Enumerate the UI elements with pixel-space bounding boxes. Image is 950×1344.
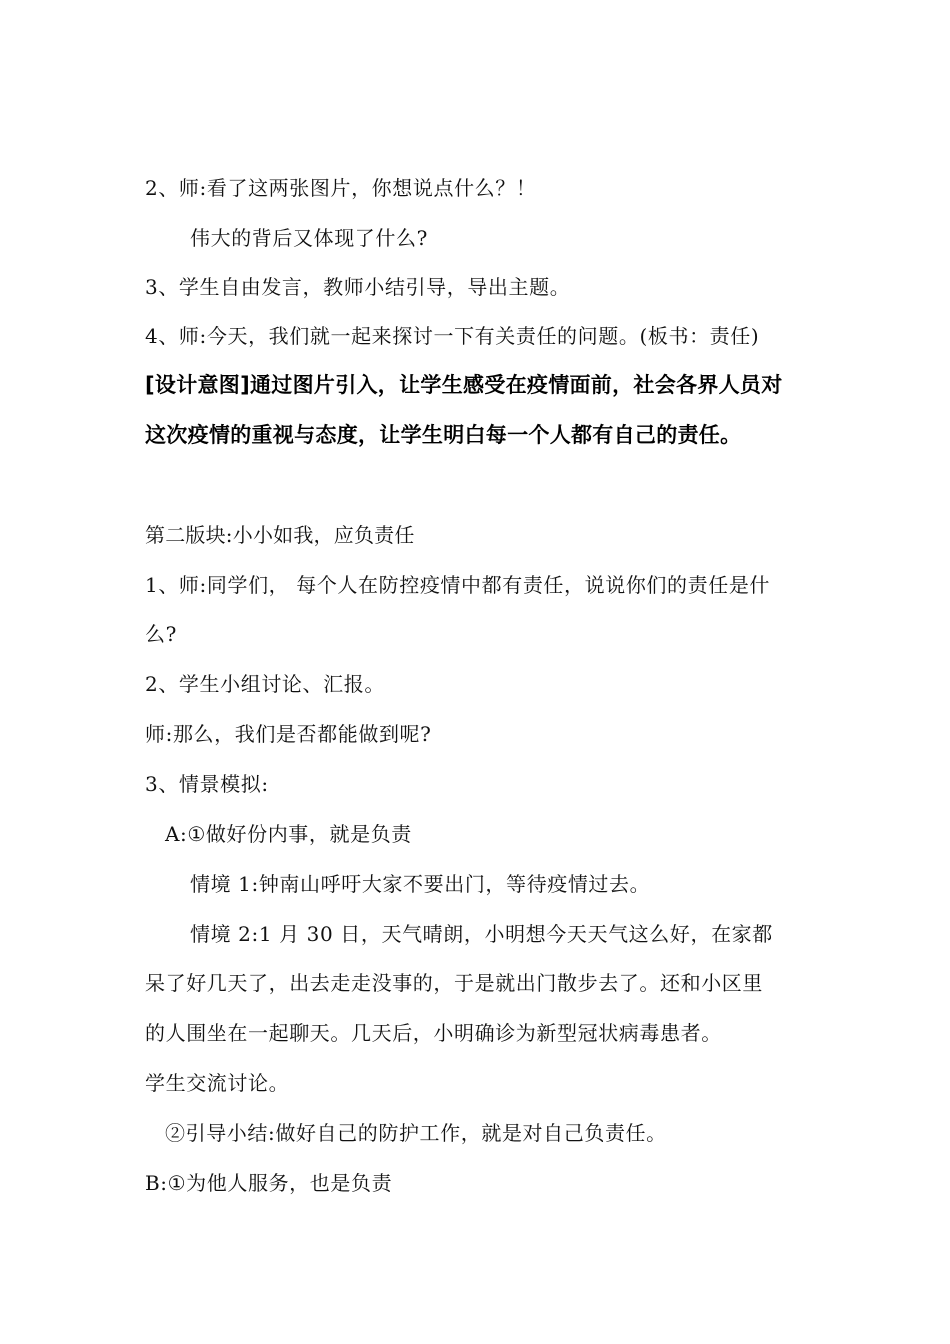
paragraph-line: 情境 2:1 月 30 日，天气晴朗，小明想今天天气这么好，在家都 [190,922,773,946]
paragraph-line: 的人围坐在一起聊天。几天后，小明确诊为新型冠状病毒患者。 [145,1021,722,1045]
paragraph-line: 3、情景模拟: [145,772,269,796]
paragraph-line: 师:那么，我们是否都能做到呢? [145,722,432,746]
paragraph-line: 2、学生小组讨论、汇报。 [145,672,385,696]
paragraph-line: ②引导小结:做好自己的防护工作，就是对自己负责任。 [165,1121,667,1145]
design-intent-line: [设计意图]通过图片引入，让学生感受在疫情面前，社会各界人员对 [145,373,783,397]
paragraph-line: 3、学生自由发言，教师小结引导，导出主题。 [145,275,571,299]
paragraph-line: 呆了好几天了，出去走走没事的，于是就出门散步去了。还和小区里 [145,971,763,995]
paragraph-line: B:①为他人服务，也是负责 [145,1171,393,1195]
paragraph-line: 情境 1:钟南山呼吁大家不要出门，等待疫情过去。 [190,872,651,896]
paragraph-line: 4、师:今天，我们就一起来探讨一下有关责任的问题。(板书：责任) [145,324,760,348]
design-intent-line: 这次疫情的重视与态度，让学生明白每一个人都有自己的责任。 [145,423,742,447]
paragraph-line: 2、师:看了这两张图片，你想说点什么？！ [145,176,537,200]
paragraph-line: A:①做好份内事，就是负责 [165,822,412,846]
section-heading: 第二版块:小小如我，应负责任 [145,523,415,547]
paragraph-line: 伟大的背后又体现了什么? [190,226,428,250]
paragraph-line: 么? [145,622,177,646]
paragraph-line: 1、师:同学们， 每个人在防控疫情中都有责任，说说你们的责任是什 [145,573,771,597]
paragraph-line: 学生交流讨论。 [145,1071,290,1095]
